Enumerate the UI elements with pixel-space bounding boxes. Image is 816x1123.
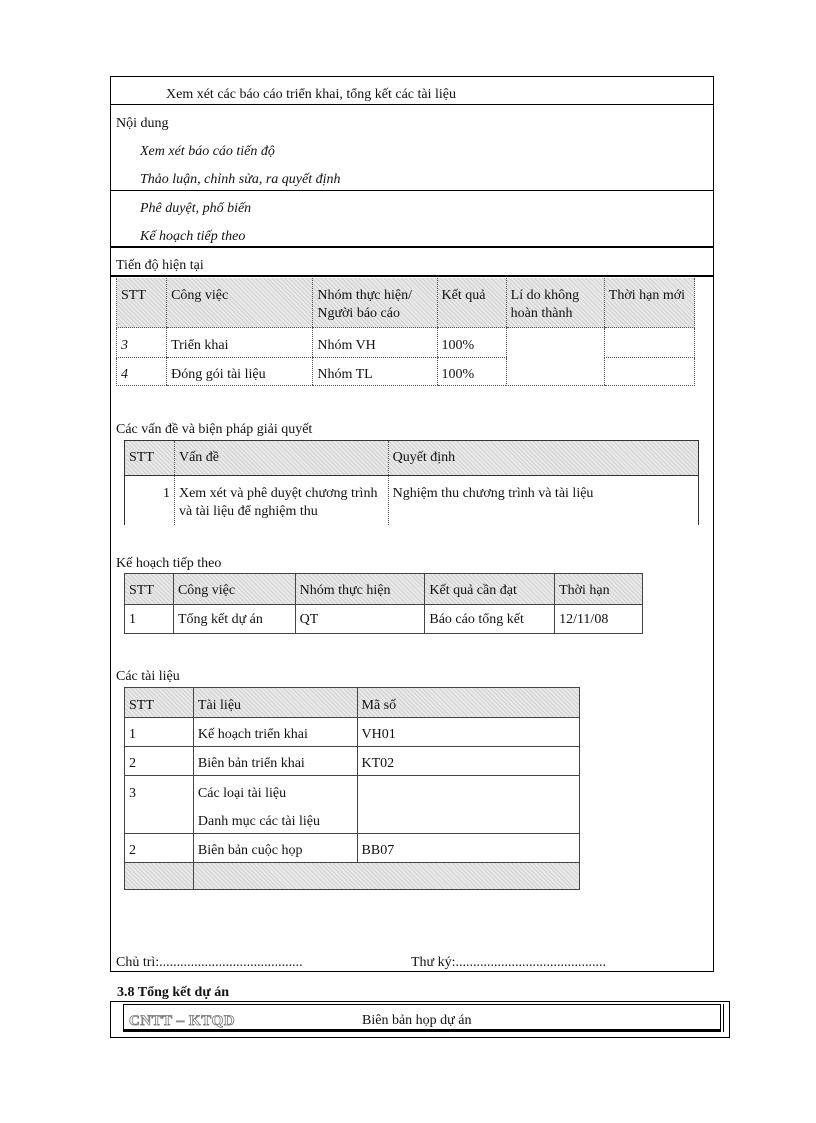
next-plan-label: Kế hoạch tiếp theo: [116, 556, 222, 571]
stt-cell: 2: [125, 747, 194, 776]
stt-cell: 1: [125, 718, 194, 747]
divider: [110, 275, 714, 277]
stt-cell: 3: [117, 328, 167, 358]
table-row: [125, 605, 643, 634]
column-header: Công việc: [167, 278, 313, 328]
header-title: Xem xét các báo cáo triển khai, tổng kết các tài liệu: [166, 87, 456, 102]
column-header: Lí do không hoàn thành: [506, 278, 604, 328]
doc-cell: Biên bản triển khai: [193, 747, 357, 776]
column-header: STT: [125, 441, 175, 476]
result-cell: Báo cáo tổng kết: [425, 605, 555, 634]
column-header: Mã số: [357, 688, 579, 718]
content-item: Kế hoạch tiếp theo: [140, 229, 246, 244]
table-header-row: [125, 574, 643, 605]
divider: [110, 246, 714, 248]
issues-table: [124, 440, 699, 525]
column-header: Kết quả cần đạt: [425, 574, 555, 605]
content-item: Thảo luận, chỉnh sửa, ra quyết định: [140, 172, 341, 187]
group-cell: Nhóm TL: [313, 358, 437, 386]
empty-cell: [193, 863, 579, 890]
column-header: Tài liệu: [193, 688, 357, 718]
chair-signature: Chủ trì:.........................................: [116, 955, 303, 970]
column-header: Vấn đề: [174, 441, 388, 476]
result-cell: 100%: [437, 358, 506, 386]
table-row: [125, 834, 580, 863]
content-item: Phê duyệt, phổ biến: [140, 201, 252, 216]
empty-cell: [125, 863, 194, 890]
stt-cell: 1: [125, 476, 175, 526]
table-header-row: [117, 278, 695, 328]
issue-cell: Xem xét và phê duyệt chương trình và tài liệu để nghiệm thu: [174, 476, 388, 526]
content-label: Nội dung: [116, 116, 169, 131]
divider: [723, 1004, 724, 1032]
section-heading: 3.8 Tổng kết dự án: [117, 985, 230, 1000]
code-cell: BB07: [357, 834, 579, 863]
table-row: [125, 747, 580, 776]
content-item: Xem xét báo cáo tiến độ: [140, 144, 275, 159]
documents-table: [124, 687, 580, 890]
column-header: Nhóm thực hiện/ Người báo cáo: [313, 278, 437, 328]
column-header: Nhóm thực hiện: [295, 574, 425, 605]
task-cell: Đóng gói tài liệu: [167, 358, 313, 386]
stt-cell: 3: [125, 776, 194, 834]
doc-line: Các loại tài liệu: [197, 786, 287, 801]
group-cell: Nhóm VH: [313, 328, 437, 358]
divider: [110, 104, 714, 105]
column-header: Công việc: [173, 574, 295, 605]
column-header: Quyết định: [388, 441, 698, 476]
progress-label: Tiến độ hiện tại: [116, 258, 204, 273]
table-row: [117, 358, 695, 386]
table-row: [125, 718, 580, 747]
column-header: Kết quả: [437, 278, 506, 328]
doc-cell: [193, 776, 357, 834]
code-cell: VH01: [357, 718, 579, 747]
column-header: Thời hạn: [555, 574, 643, 605]
task-cell: Triển khai: [167, 328, 313, 358]
doc-cell: Biên bản cuộc họp: [193, 834, 357, 863]
stt-cell: 2: [125, 834, 194, 863]
result-cell: 100%: [437, 328, 506, 358]
code-cell: KT02: [357, 747, 579, 776]
doc-cell: Kế hoạch triển khai: [193, 718, 357, 747]
divider: [110, 190, 714, 191]
deadline-cell: 12/11/08: [555, 605, 643, 634]
next-plan-table: [124, 573, 643, 634]
column-header: STT: [125, 574, 174, 605]
column-header: STT: [117, 278, 167, 328]
issues-label: Các vấn đề và biện pháp giải quyết: [116, 422, 313, 437]
table-row: [125, 476, 699, 526]
code-cell: [357, 776, 579, 834]
doc-line: Danh mục các tài liệu: [197, 814, 320, 829]
deadline-cell: [604, 358, 694, 386]
column-header: STT: [125, 688, 194, 718]
group-cell: QT: [295, 605, 425, 634]
table-footer-row: [125, 863, 580, 890]
org-name: CNTT – KTQD: [129, 1013, 236, 1029]
reason-cell: [506, 328, 604, 386]
footer-title: Biên bản họp dự án: [362, 1013, 472, 1028]
stt-cell: 1: [125, 605, 174, 634]
decision-cell: Nghiệm thu chương trình và tài liệu: [388, 476, 698, 526]
deadline-cell: [604, 328, 694, 358]
table-header-row: [125, 688, 580, 718]
table-row: [117, 328, 695, 358]
stt-cell: 4: [117, 358, 167, 386]
table-row: [125, 776, 580, 834]
secretary-signature: Thư ký:...........................................: [411, 955, 607, 970]
progress-table: [116, 278, 695, 386]
task-cell: Tổng kết dự án: [173, 605, 295, 634]
footer-box: [110, 1001, 730, 1038]
table-header-row: [125, 441, 699, 476]
column-header: Thời hạn mới: [604, 278, 694, 328]
documents-label: Các tài liệu: [116, 669, 180, 684]
